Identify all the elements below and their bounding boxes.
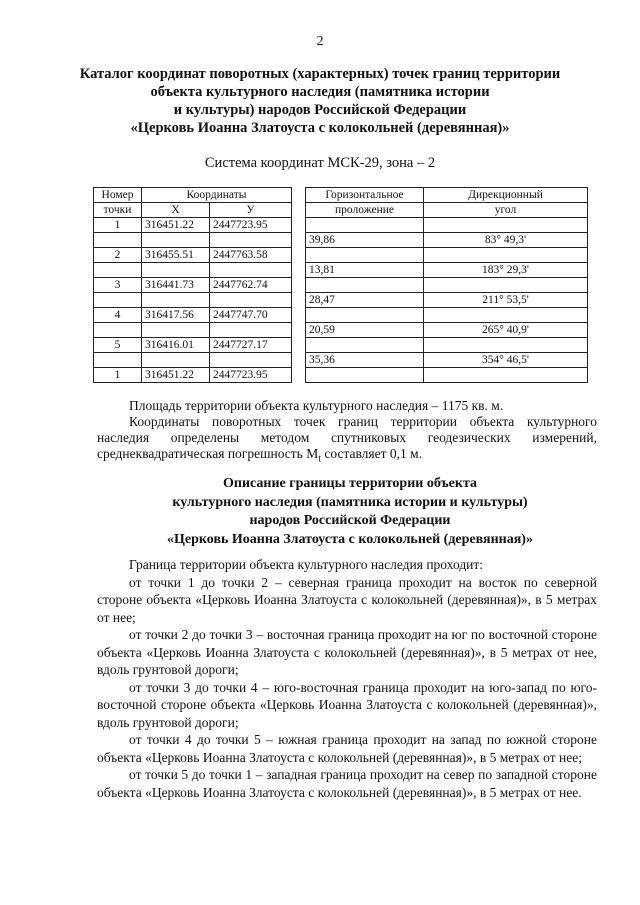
- empty-cell: [424, 308, 588, 323]
- empty-cell: [142, 263, 210, 278]
- header-angle: Дирекционный: [424, 188, 588, 203]
- description-title: [90, 475, 610, 549]
- empty-cell: [306, 218, 424, 233]
- header-x: X: [142, 203, 210, 218]
- empty-cell: [306, 308, 424, 323]
- method-text-line: [97, 446, 597, 468]
- header-point: Номер: [94, 188, 142, 203]
- catalog-title-line: и культуры) народов Российской Федерации: [173, 102, 467, 118]
- point-row: [94, 218, 588, 233]
- catalog-title-line: «Церковь Иоанна Златоуста с колокольней (деревянная)»: [130, 120, 510, 136]
- point-x: 316417.56: [142, 308, 210, 323]
- segment-distance: 13,81: [306, 263, 424, 278]
- point-x: 316455.51: [142, 248, 210, 263]
- description-paragraph: от точки 3 до точки 4 – юго-восточная граница проходит на юго-запад по юго-восточной стороне объекта «Церковь Иоанна Златоуста с колокольней (деревянная)», вдоль грунтовой дороги;: [97, 679, 597, 730]
- segment-angle: 183° 29,3': [424, 263, 588, 278]
- area-and-method: [97, 398, 597, 468]
- point-row: [94, 368, 588, 383]
- point-row: [94, 308, 588, 323]
- segment-row: [94, 323, 588, 338]
- segment-angle: 265° 40,9': [424, 323, 588, 338]
- point-y: 2447763.58: [210, 248, 292, 263]
- description-title-line: народов Российской Федерации: [249, 513, 451, 528]
- point-number: 1: [94, 218, 142, 233]
- point-number: 1: [94, 368, 142, 383]
- description-title-line: культурного наследия (памятника истории и культуры): [172, 494, 528, 510]
- catalog-title: [60, 65, 580, 137]
- method-text-line: Координаты поворотных точек границ территории объекта культурного: [129, 414, 597, 429]
- segment-distance: 39,86: [306, 233, 424, 248]
- point-number: 5: [94, 338, 142, 353]
- segment-distance: 35,36: [306, 353, 424, 368]
- column-gap: [292, 368, 306, 383]
- empty-cell: [142, 293, 210, 308]
- column-gap: [292, 248, 306, 263]
- column-gap: [292, 218, 306, 233]
- header-point-2: точки: [94, 203, 142, 218]
- column-gap: [292, 308, 306, 323]
- column-gap: [292, 338, 306, 353]
- description-paragraph: от точки 1 до точки 2 – северная граница проходит на восток по северной стороне объекта «Церковь Иоанна Златоуста с колокольней (деревянная)», в 5 метрах от нее;: [97, 574, 597, 625]
- column-gap: [292, 323, 306, 338]
- empty-cell: [306, 278, 424, 293]
- description-intro: Граница территории объекта культурного наследия проходит:: [129, 557, 484, 572]
- point-row: [94, 278, 588, 293]
- column-gap: [292, 203, 306, 218]
- empty-cell: [142, 323, 210, 338]
- empty-cell: [210, 293, 292, 308]
- catalog-title-line: объекта культурного наследия (памятника истории: [150, 84, 490, 100]
- empty-cell: [424, 248, 588, 263]
- point-number: 2: [94, 248, 142, 263]
- header-distance-2: проложение: [306, 203, 424, 218]
- empty-cell: [142, 233, 210, 248]
- point-y: 2447723.95: [210, 218, 292, 233]
- point-y: 2447723.95: [210, 368, 292, 383]
- coordinates-table: [93, 187, 588, 383]
- segment-row: [94, 293, 588, 308]
- segment-distance: 28,47: [306, 293, 424, 308]
- empty-cell: [424, 338, 588, 353]
- column-gap: [292, 233, 306, 248]
- empty-cell: [210, 353, 292, 368]
- column-gap: [292, 188, 306, 203]
- empty-cell: [210, 323, 292, 338]
- empty-cell: [210, 263, 292, 278]
- empty-cell: [94, 233, 142, 248]
- point-row: [94, 338, 588, 353]
- point-number: 3: [94, 278, 142, 293]
- description-paragraph: от точки 5 до точки 1 – западная граница проходит на север по западной стороне объекта «Церковь Иоанна Златоуста с колокольней (деревянная)», в 5 метрах от нее.: [97, 767, 597, 800]
- header-angle-2: угол: [424, 203, 588, 218]
- point-number: 4: [94, 308, 142, 323]
- empty-cell: [424, 218, 588, 233]
- boundary-description: [97, 556, 597, 801]
- description-paragraph: от точки 4 до точки 5 – южная граница проходит на запад по южной стороне объекта «Церковь Иоанна Златоуста с колокольней (деревянная)», в 5 метрах от нее;: [97, 732, 597, 765]
- description-title-line: Описание границы территории объекта: [222, 476, 477, 491]
- catalog-title-line: Каталог координат поворотных (характерных) точек границ территории: [79, 66, 561, 82]
- method-text-part: составляет 0,1 м.: [320, 446, 423, 461]
- method-text-line: наследия определены методом спутниковых геодезических измерений,: [97, 430, 597, 445]
- column-gap: [292, 278, 306, 293]
- segment-row: [94, 263, 588, 278]
- description-paragraph: от точки 2 до точки 3 – восточная граница проходит на юг по восточной стороне объекта «Церковь Иоанна Златоуста с колокольней (деревянная)», в 5 метрах от нее, вдоль грунтовой дороги;: [97, 627, 597, 677]
- page-number: 2: [316, 34, 324, 49]
- empty-cell: [94, 353, 142, 368]
- empty-cell: [94, 323, 142, 338]
- segment-angle: 83° 49,3': [424, 233, 588, 248]
- empty-cell: [306, 248, 424, 263]
- segment-angle: 211° 53,5': [424, 293, 588, 308]
- coordinate-system: Система координат МСК-29, зона – 2: [204, 155, 436, 171]
- point-x: 316451.22: [142, 368, 210, 383]
- empty-cell: [210, 233, 292, 248]
- column-gap: [292, 353, 306, 368]
- segment-distance: 20,59: [306, 323, 424, 338]
- empty-cell: [424, 368, 588, 383]
- empty-cell: [306, 368, 424, 383]
- segment-row: [94, 233, 588, 248]
- point-x: 316451.22: [142, 218, 210, 233]
- point-x: 316416.01: [142, 338, 210, 353]
- empty-cell: [306, 338, 424, 353]
- header-y: У: [210, 203, 292, 218]
- point-y: 2447727.17: [210, 338, 292, 353]
- empty-cell: [142, 353, 210, 368]
- header-distance: Горизонтальное: [306, 188, 424, 203]
- column-gap: [292, 263, 306, 278]
- column-gap: [292, 293, 306, 308]
- empty-cell: [94, 263, 142, 278]
- method-text-part: среднеквадратическая погрешность M: [97, 446, 319, 461]
- area-text: Площадь территории объекта культурного наследия – 1175 кв. м.: [129, 398, 504, 413]
- segment-row: [94, 353, 588, 368]
- description-title-line: «Церковь Иоанна Златоуста с колокольней (деревянная)»: [167, 531, 533, 547]
- point-y: 2447762.74: [210, 278, 292, 293]
- empty-cell: [94, 293, 142, 308]
- point-row: [94, 248, 588, 263]
- empty-cell: [424, 278, 588, 293]
- point-y: 2447747.70: [210, 308, 292, 323]
- header-coordinates: Координаты: [142, 188, 292, 203]
- method-text-subscript: t: [318, 453, 321, 465]
- segment-angle: 354° 46,5': [424, 353, 588, 368]
- point-x: 316441.73: [142, 278, 210, 293]
